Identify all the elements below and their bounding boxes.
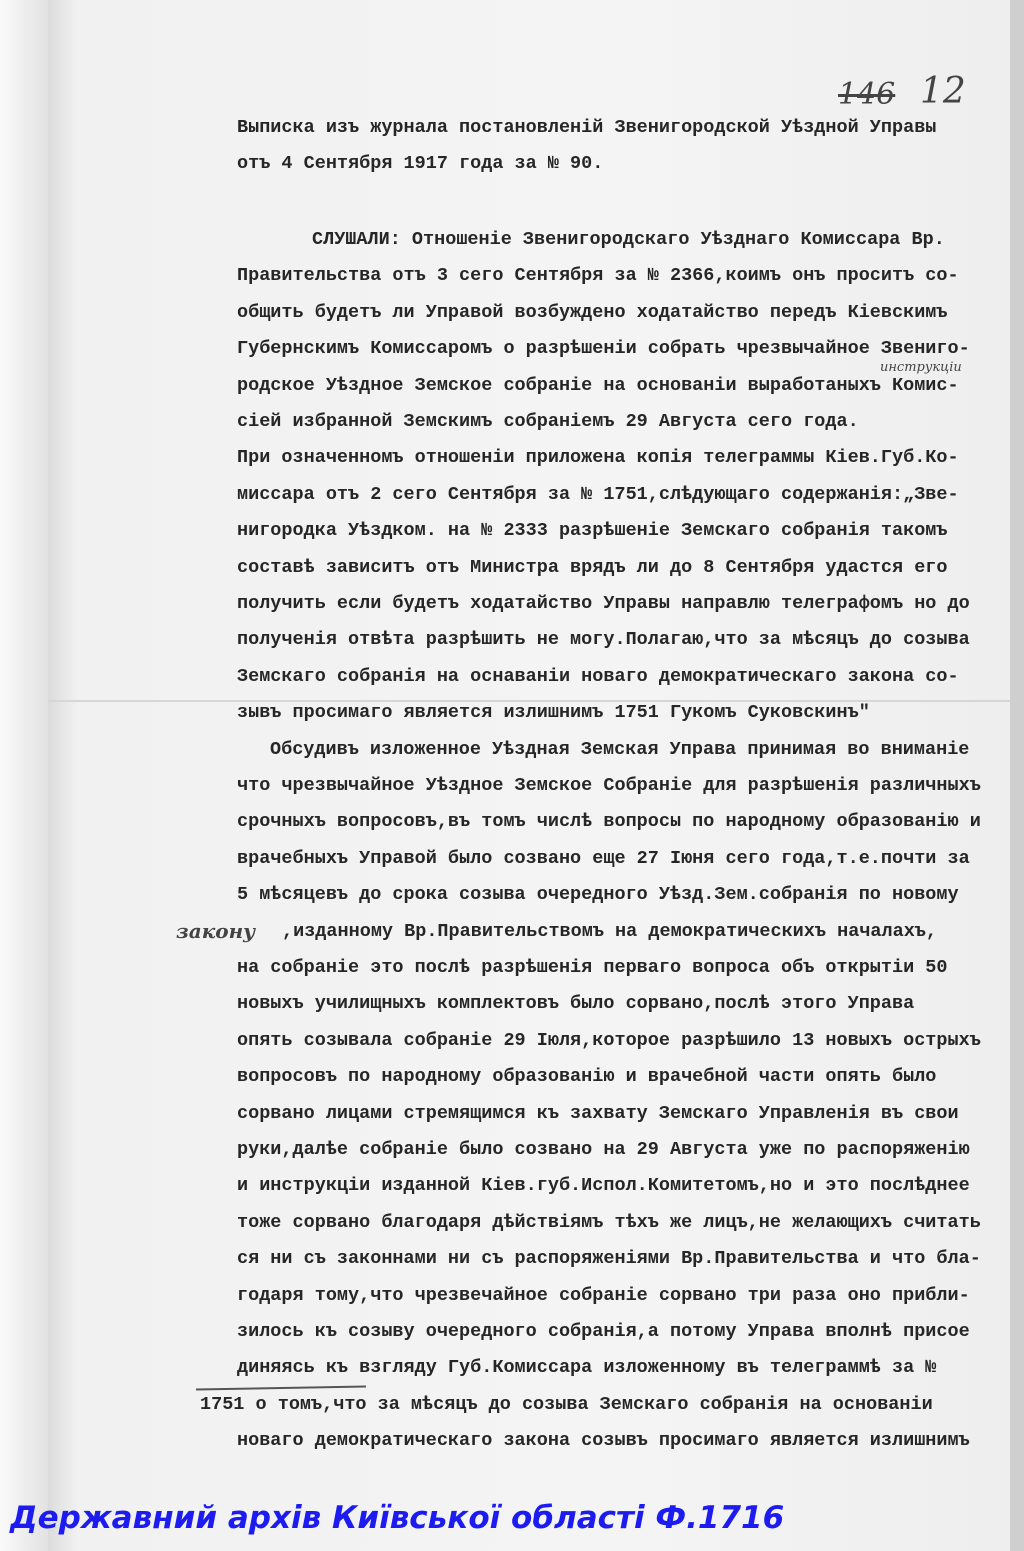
text-line: составѣ зависитъ отъ Министра врядъ ли до 8 Сентября удастся его: [237, 556, 948, 578]
text-line: родское Уѣздное Земское собраніе на основаніи выработаныхъ Комис-: [237, 374, 959, 396]
struck-folio-number: 146: [838, 77, 896, 112]
text-line: Земскаго собранія на оснаваніи новаго демократическаго закона со-: [237, 665, 959, 687]
text-line: 1751 о томъ,что за мѣсяцъ до созыва Земскаго собранія на основаніи: [200, 1393, 933, 1415]
folio-number: 12: [920, 71, 966, 112]
text-line: сіей избранной Земскимъ собраніемъ 29 Августа сего года.: [237, 411, 859, 432]
text-line: врачебныхъ Управой было созвано еще 27 Іюня сего года,т.е.почти за: [237, 847, 970, 869]
handwritten-insertion: инструкціи: [880, 360, 962, 375]
text-line: ,изданному Вр.Правительствомъ на демократическихъ началахъ,: [282, 920, 938, 942]
text-line: руки,далѣе собраніе было созвано на 29 Августа уже по распоряженію: [237, 1139, 970, 1160]
text-line: Правительства отъ 3 сего Сентября за № 2366,коимъ онъ проситъ со-: [237, 265, 959, 287]
text-line: срочныхъ вопросовъ,въ томъ числѣ вопросы по народному образованію и: [237, 811, 981, 833]
handwritten-margin-word: закону: [176, 919, 256, 943]
text-line: 5 мѣсяцевъ до срока созыва очередного Уѣзд.Зем.собранія по новому: [237, 884, 959, 906]
archive-caption: Державний архів Київської області Ф.1716: [10, 1500, 785, 1536]
text-line: получить если будетъ ходатайство Управы направлю телеграфомъ но до: [237, 593, 970, 614]
text-line: новаго демократическаго закона созывъ просимаго является излишнимъ: [237, 1430, 970, 1452]
document-title-line: отъ 4 Сентября 1917 года за № 90.: [237, 153, 604, 174]
text-line: полученія отвѣта разрѣшить не могу.Полагаю,что за мѣсяцъ до созыва: [237, 629, 970, 651]
text-line: новыхъ училищныхъ комплектовъ было сорвано,послѣ этого Управа: [237, 993, 915, 1015]
text-line: Губернскимъ Комиссаромъ о разрѣшеніи собрать чрезвычайное Звениго-: [237, 338, 970, 360]
text-line: СЛУШАЛИ: Отношеніе Звенигородскаго Уѣзднаго Комиссара Вр.: [312, 229, 945, 250]
text-line: годаря тому,что чрезвечайное собраніе сорвано три раза оно прибли-: [237, 1284, 970, 1306]
text-line: что чрезвычайное Уѣздное Земское Собраніе для разрѣшенія различныхъ: [237, 775, 981, 796]
document-title-line: Выписка изъ журнала постановленій Звенигородской Уѣздной Управы: [237, 117, 937, 138]
paper-right-edge: [1010, 0, 1024, 1551]
text-line: тоже сорвано благодаря дѣйствіямъ тѣхъ же лицъ,не желающихъ считать: [237, 1211, 981, 1233]
text-line: зывъ просимаго является излишнимъ 1751 Гукомъ Суковскинъ": [237, 702, 870, 724]
text-line: на собраніе это послѣ разрѣшенія перваго вопроса объ открытіи 50: [237, 957, 948, 978]
text-line: Обсудивъ изложенное Уѣздная Земская Управа принимая во вниманіе: [270, 738, 970, 760]
text-line: При означенномъ отношеніи приложена копія телеграммы Кіев.Губ.Ко-: [237, 447, 959, 469]
paper-left-edge: [0, 0, 48, 1551]
text-line: и инструкціи изданной Кіев.губ.Испол.Комитетомъ,но и это послѣднее: [237, 1175, 970, 1197]
text-line: опять созывала собраніе 29 Іюля,которое разрѣшило 13 новыхъ острыхъ: [237, 1029, 981, 1051]
text-line: вопросовъ по народному образованію и врачебной части опять было: [237, 1066, 937, 1088]
text-line: диняясь къ взгляду Губ.Комиссара изложенному въ телеграммѣ за №: [237, 1357, 937, 1379]
text-line: нигородка Уѣздком. на № 2333 разрѣшеніе Земскаго собранія такомъ: [237, 520, 948, 542]
text-line: зилось къ созыву очередного собранія,а потому Управа вполнѣ присое: [237, 1321, 970, 1342]
text-line: ся ни съ законнами ни съ распоряженіями Вр.Правительства и что бла-: [237, 1248, 981, 1270]
text-line: общить будетъ ли Управой возбуждено ходатайство передъ Кіевскимъ: [237, 301, 948, 323]
text-line: миссара отъ 2 сего Сентября за № 1751,слѣдующаго содержанія:„Зве-: [237, 483, 959, 505]
text-line: сорвано лицами стремящимся къ захвату Земскаго Управленія въ свои: [237, 1102, 959, 1124]
